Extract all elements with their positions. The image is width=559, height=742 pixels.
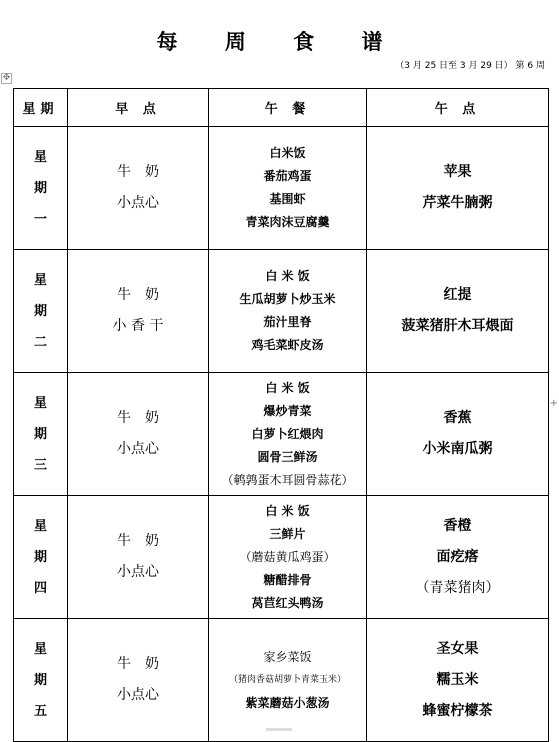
lunch-cell [209, 619, 367, 742]
header-day: 星期 [14, 89, 68, 127]
lunch-item: 白 米 饭 [265, 269, 310, 283]
header-snack: 午 点 [367, 89, 549, 127]
lunch-item: 白萝卜红煨肉 [251, 426, 324, 441]
lunch-item: 番茄鸡蛋 [263, 169, 312, 183]
breakfast-item: 小 香 干 [112, 318, 164, 334]
add-row-icon[interactable]: + [549, 398, 558, 409]
lunch-cell [209, 127, 367, 250]
breakfast-item: 牛 奶 [117, 533, 159, 549]
lunch-item: 青菜肉沫豆腐羹 [245, 215, 330, 229]
lunch-item: 基围虾 [269, 192, 306, 206]
day-label-char: 星 [33, 395, 47, 411]
day-label-cell [14, 127, 68, 250]
day-label-char: 期 [33, 180, 47, 196]
breakfast-cell [68, 496, 209, 619]
snack-item: 苹果 [443, 164, 472, 180]
breakfast-item: 小点心 [117, 195, 159, 211]
breakfast-cell [68, 250, 209, 373]
day-label-char: 期 [33, 549, 47, 565]
breakfast-item: 牛 奶 [117, 410, 159, 426]
breakfast-item: 小点心 [117, 687, 159, 703]
breakfast-item: 牛 奶 [117, 656, 159, 672]
snack-item: 红提 [443, 287, 472, 303]
breakfast-item: 小点心 [117, 564, 159, 580]
day-label-char: 期 [33, 672, 47, 688]
snack-cell [367, 496, 549, 619]
menu-body [14, 127, 549, 742]
lunch-item: （鹌鹑蛋木耳圆骨蒜花） [221, 472, 354, 487]
snack-item: （青菜猪肉） [415, 579, 500, 596]
lunch-item: 莴苣红头鸭汤 [251, 595, 324, 610]
snack-cell [367, 373, 549, 496]
lunch-item: 白米饭 [269, 146, 306, 160]
snack-item: 香蕉 [443, 410, 472, 426]
lunch-item: 圆骨三鲜汤 [257, 449, 318, 464]
day-label-char: 一 [33, 211, 47, 227]
day-label-char: 星 [33, 272, 47, 288]
lunch-item: 爆炒青菜 [263, 403, 312, 418]
snack-item: 圣女果 [436, 640, 479, 657]
day-label-cell [14, 619, 68, 742]
snack-item: 面疙瘩 [436, 548, 479, 565]
breakfast-cell [68, 127, 209, 250]
breakfast-item: 牛 奶 [117, 287, 159, 303]
breakfast-item: 牛 奶 [117, 164, 159, 180]
day-label-char: 星 [33, 641, 47, 657]
menu-table [13, 88, 549, 742]
day-label-cell [14, 373, 68, 496]
snack-cell [367, 619, 549, 742]
lunch-item: 白 米 饭 [265, 380, 310, 395]
snack-item: 菠菜猪肝木耳煨面 [401, 318, 514, 334]
day-row [14, 496, 549, 619]
day-label-char: 三 [33, 457, 47, 473]
day-label-char: 二 [33, 334, 47, 350]
day-row [14, 127, 549, 250]
snack-item: 小米南瓜粥 [422, 441, 493, 457]
lunch-item: （猪肉香菇胡萝卜青菜玉米） [228, 674, 346, 685]
day-row [14, 250, 549, 373]
snack-cell [367, 127, 549, 250]
lunch-item: 家乡菜饭 [263, 649, 312, 664]
day-label-char: 四 [33, 580, 47, 596]
snack-cell [367, 250, 549, 373]
day-label-char: 星 [33, 149, 47, 165]
date-range: （3 月 25 日至 3 月 29 日） 第 6 周 [395, 61, 545, 71]
header-breakfast: 早 点 [68, 89, 209, 127]
lunch-item: 茄汁里脊 [263, 315, 312, 329]
day-row [14, 619, 549, 742]
breakfast-item: 小点心 [117, 441, 159, 457]
snack-item: 蜂蜜柠檬茶 [422, 702, 493, 719]
day-row [14, 373, 549, 496]
snack-item: 糯玉米 [436, 671, 479, 688]
move-icon[interactable]: ✥ [2, 73, 11, 83]
snack-item: 香橙 [443, 517, 472, 534]
lunch-item: （蘑菇黄瓜鸡蛋） [239, 549, 336, 564]
day-label-cell [14, 496, 68, 619]
day-label-char: 五 [33, 703, 47, 719]
lunch-cell [209, 373, 367, 496]
lunch-item: 紫菜蘑菇小葱汤 [245, 695, 330, 710]
day-label-char: 期 [33, 426, 47, 442]
lunch-item: 三鲜片 [269, 526, 306, 541]
page-title: 每 周 食 谱 [156, 29, 403, 54]
lunch-item: 生瓜胡萝卜炒玉米 [239, 292, 336, 306]
day-label-char: 星 [33, 518, 47, 534]
snack-item: 芹菜牛腩粥 [422, 195, 493, 211]
header-row [14, 89, 549, 127]
lunch-item: 白 米 饭 [265, 503, 310, 518]
lunch-cell [209, 250, 367, 373]
header-lunch: 午 餐 [209, 89, 367, 127]
day-label-char: 期 [33, 303, 47, 319]
breakfast-cell [68, 373, 209, 496]
day-label-cell [14, 250, 68, 373]
breakfast-cell [68, 619, 209, 742]
lunch-item: 糖醋排骨 [263, 572, 312, 587]
lunch-cell [209, 496, 367, 619]
lunch-item: 鸡毛菜虾皮汤 [251, 338, 324, 352]
